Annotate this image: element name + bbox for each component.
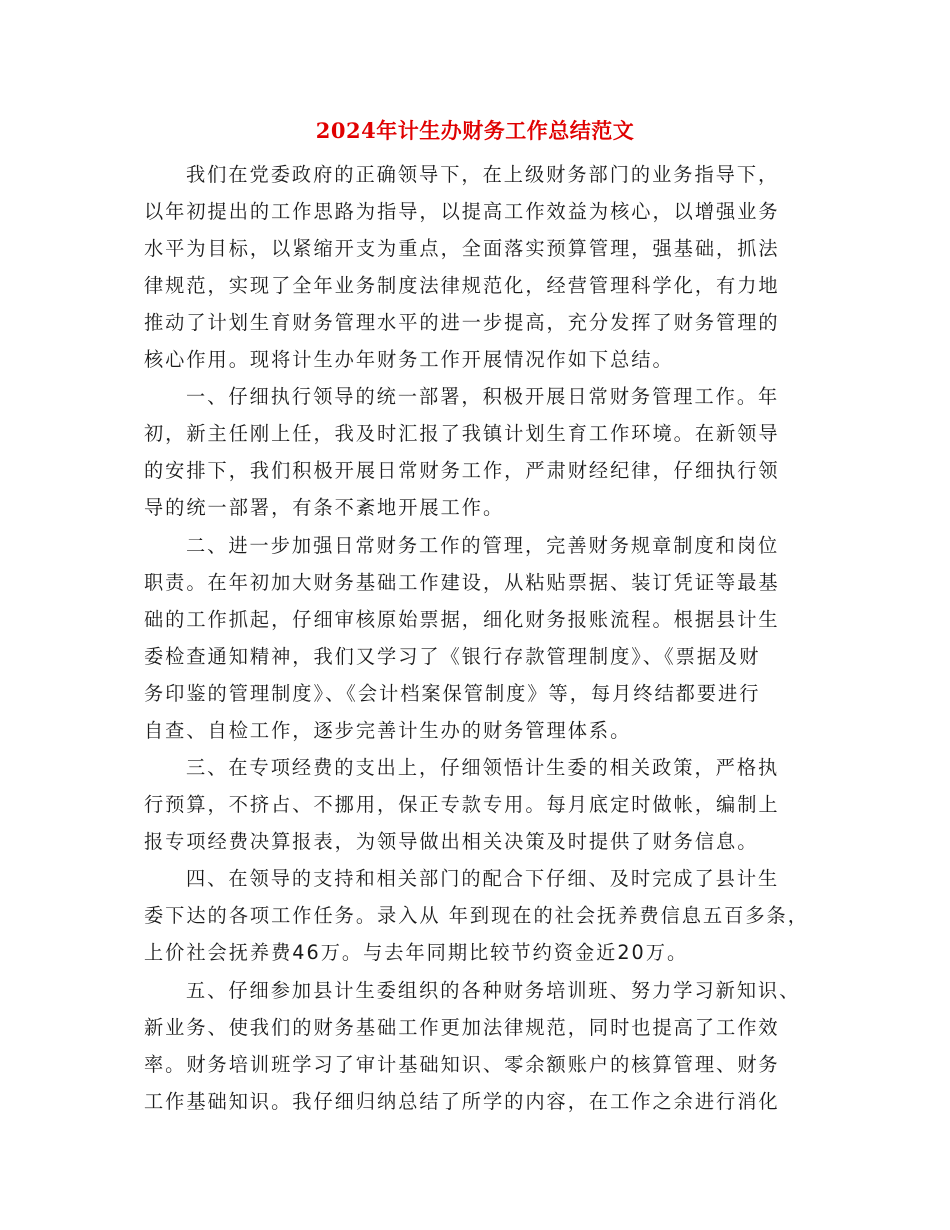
paragraph-line: 初，新主任刚上任，我及时汇报了我镇计划生育工作环境。在新领导 [144, 422, 780, 445]
paragraph-line: 二、进一步加强日常财务工作的管理，完善财务规章制度和岗位 [186, 534, 780, 557]
paragraph-line: 水平为目标，以紧缩开支为重点，全面落实预算管理，强基础，抓法 [144, 237, 780, 260]
paragraph-line: 的安排下，我们积极开展日常财务工作，严肃财经纪律，仔细执行领 [144, 459, 780, 482]
paragraph-line: 四、在领导的支持和相关部门的配合下仔细、及时完成了县计生 [186, 867, 780, 890]
paragraph-line: 自查、自检工作，逐步完善计生办的财务管理体系。 [144, 719, 632, 742]
paragraph-line: 委检查通知精神，我们又学习了《银行存款管理制度》、《票据及财 [144, 645, 761, 668]
paragraph-line: 行预算，不挤占、不挪用，保正专款专用。每月底定时做帐，编制上 [144, 793, 780, 816]
paragraph-line: 报专项经费决算报表，为领导做出相关决策及时提供了财务信息。 [144, 830, 759, 853]
paragraph-line: 务印鉴的管理制度》、《会计档案保管制度》等，每月终结都要进行 [144, 682, 761, 705]
paragraph-line: 以年初提出的工作思路为指导，以提高工作效益为核心，以增强业务 [144, 200, 780, 223]
paragraph-line: 我们在党委政府的正确领导下，在上级财务部门的业务指导下， [186, 163, 780, 186]
paragraph-line: 工作基础知识。我仔细归纳总结了所学的内容，在工作之余进行消化 [144, 1090, 780, 1113]
paragraph-line: 推动了计划生育财务管理水平的进一步提高，充分发挥了财务管理的 [144, 311, 780, 334]
paragraph-line: 导的统一部署，有条不紊地开展工作。 [144, 496, 505, 519]
paragraph-line: 委下达的各项工作任务。录入从 年到现在的社会抚养费信息五百多条， [144, 904, 809, 927]
paragraph-line: 一、仔细执行领导的统一部署，积极开展日常财务管理工作。年 [186, 385, 780, 408]
paragraph-line: 础的工作抓起，仔细审核原始票据，细化财务报账流程。根据县计生 [144, 608, 780, 631]
paragraph-line: 新业务、使我们的财务基础工作更加法律规范，同时也提高了工作效 [144, 1016, 780, 1039]
paragraph-line: 五、仔细参加县计生委组织的各种财务培训班、努力学习新知识、 [186, 979, 801, 1002]
paragraph-line: 三、在专项经费的支出上，仔细领悟计生委的相关政策，严格执 [186, 756, 780, 779]
paragraph-line: 上价社会抚养费46万。与去年同期比较节约资金近20万。 [144, 941, 689, 964]
paragraph-line: 率。财务培训班学习了审计基础知识、零余额账户的核算管理、财务 [144, 1053, 780, 1076]
paragraph-line: 核心作用。现将计生办年财务工作开展情况作如下总结。 [144, 348, 674, 371]
paragraph-line: 职责。在年初加大财务基础工作建设，从粘贴票据、装订凭证等最基 [144, 571, 780, 594]
document-title: 2024年计生办财务工作总结范文 [315, 118, 635, 143]
paragraph-line: 律规范，实现了全年业务制度法律规范化，经营管理科学化，有力地 [144, 274, 780, 297]
